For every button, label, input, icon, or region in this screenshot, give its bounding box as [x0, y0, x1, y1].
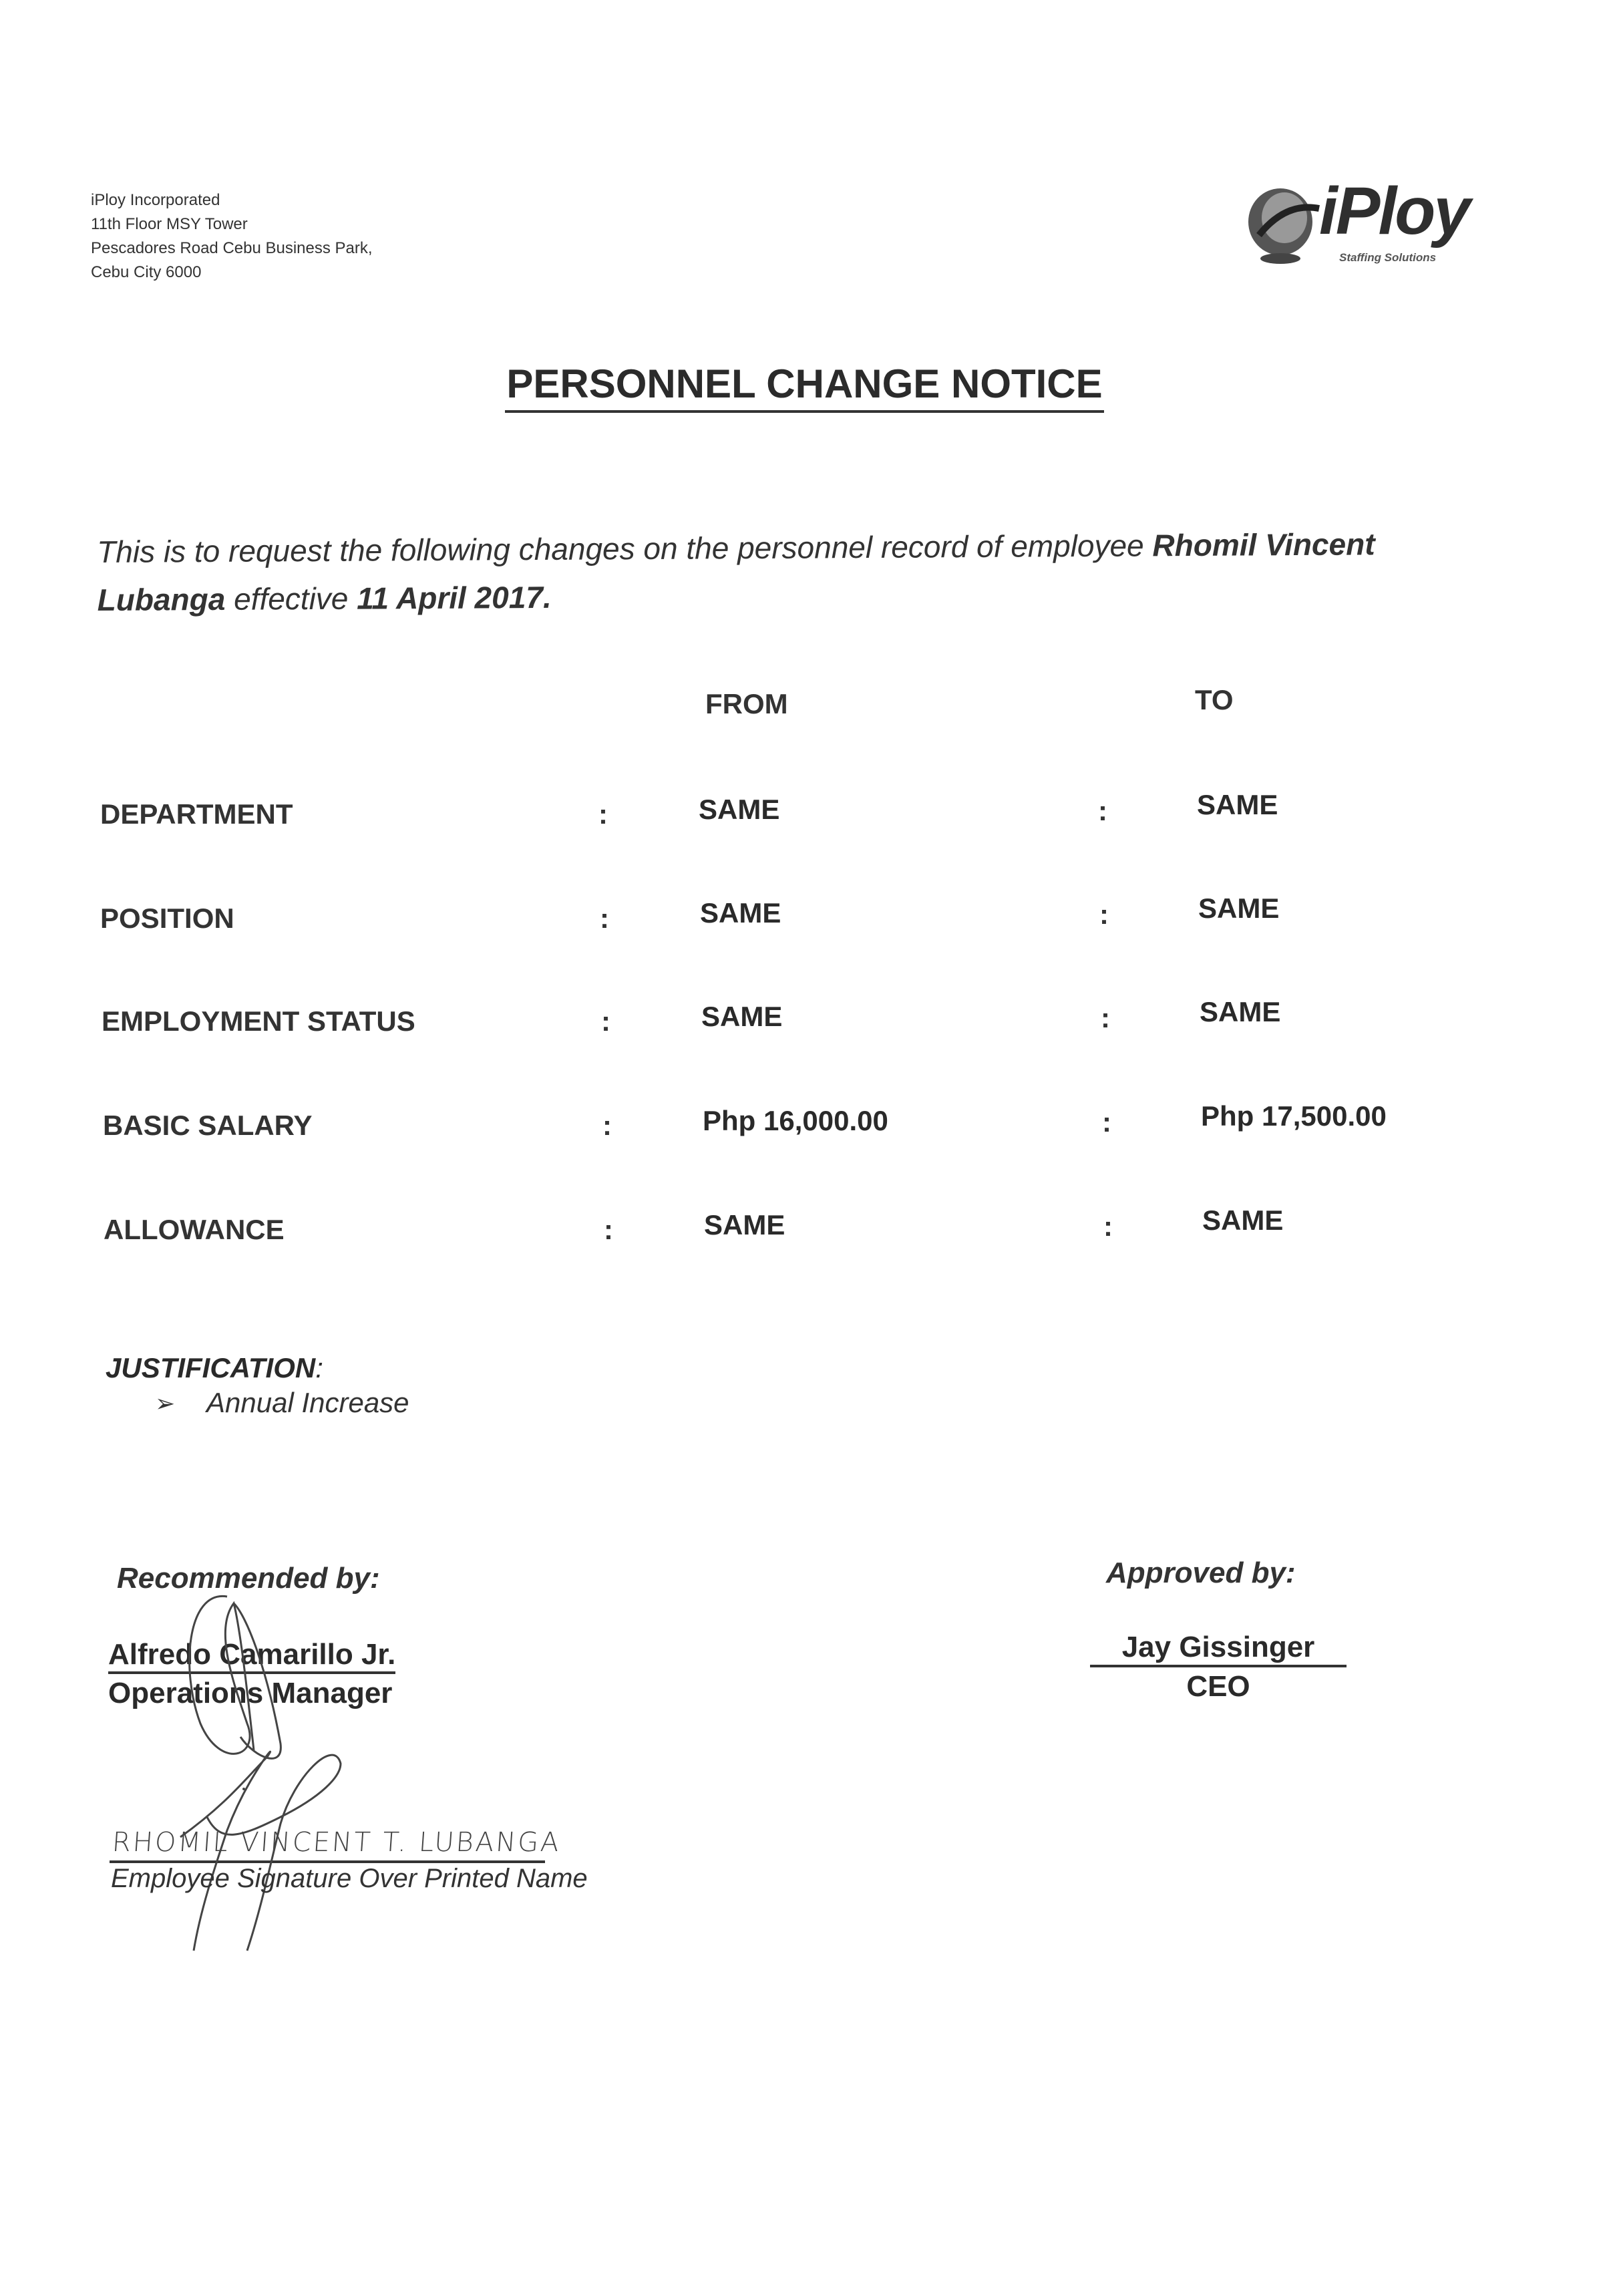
- separator: :: [1098, 795, 1107, 826]
- separator: :: [1103, 1210, 1113, 1242]
- logo-tagline: Staffing Solutions: [1339, 251, 1437, 264]
- from-value: SAME: [700, 897, 781, 929]
- employee-printed-name: RHOMIL VINCENT T. LUBANGA: [111, 1827, 562, 1858]
- row-label-basic-salary: BASIC SALARY: [103, 1110, 313, 1141]
- address-line: Pescadores Road Cebu Business Park,: [91, 239, 373, 257]
- to-value: SAME: [1197, 789, 1278, 820]
- row-label-allowance: ALLOWANCE: [104, 1214, 285, 1245]
- approved-heading: Approved by:: [1106, 1556, 1296, 1589]
- effective-date: 11 April 2017.: [357, 579, 552, 616]
- address-line: Cebu City 6000: [91, 263, 202, 281]
- separator: :: [1099, 898, 1109, 930]
- logo-text: iPloy: [1319, 174, 1469, 249]
- employee-name: Rhomil Vincent Lubanga: [97, 526, 1375, 617]
- separator: :: [598, 798, 608, 830]
- separator: :: [1101, 1002, 1110, 1033]
- employee-signature: [147, 1737, 494, 1977]
- from-value: SAME: [701, 1001, 783, 1032]
- employee-signature-caption: Employee Signature Over Printed Name: [111, 1864, 588, 1893]
- address-line: iPloy Incorporated: [91, 191, 220, 209]
- approver-role: CEO: [1186, 1670, 1250, 1703]
- recommender-role: Operations Manager: [108, 1677, 393, 1709]
- to-value: SAME: [1198, 892, 1280, 924]
- separator: :: [602, 1110, 612, 1141]
- to-header: TO: [1195, 684, 1234, 715]
- row-label-employment-status: EMPLOYMENT STATUS: [102, 1005, 415, 1037]
- from-value: SAME: [699, 794, 780, 825]
- page-title: PERSONNEL CHANGE NOTICE: [0, 361, 1609, 407]
- separator: :: [600, 903, 609, 934]
- to-value: Php 17,500.00: [1201, 1100, 1387, 1132]
- approver-name: Jay Gissinger: [1090, 1630, 1347, 1667]
- address-line: 11th Floor MSY Tower: [91, 215, 248, 233]
- company-logo: [1239, 175, 1506, 269]
- intro-paragraph: This is to request the following changes on the personnel record of employee Rhomil Vincent Lubanga effective 11 April 2017.: [97, 526, 1375, 617]
- from-header: FROM: [705, 688, 788, 719]
- arrow-bullet-icon: ➢: [155, 1389, 176, 1417]
- row-label-position: POSITION: [100, 903, 234, 934]
- justification-label: JUSTIFICATION:: [106, 1352, 323, 1383]
- from-value: Php 16,000.00: [703, 1105, 888, 1136]
- to-value: SAME: [1202, 1204, 1284, 1236]
- separator: :: [604, 1214, 613, 1245]
- row-label-department: DEPARTMENT: [100, 798, 293, 830]
- from-value: SAME: [704, 1209, 785, 1241]
- recommender-name: Alfredo Camarillo Jr.: [108, 1638, 395, 1674]
- to-value: SAME: [1200, 996, 1281, 1027]
- company-address: [91, 188, 373, 285]
- separator: :: [1102, 1106, 1111, 1138]
- justification-item: Annual Increase: [206, 1387, 409, 1418]
- separator: :: [601, 1005, 610, 1037]
- recommended-heading: Recommended by:: [117, 1562, 380, 1595]
